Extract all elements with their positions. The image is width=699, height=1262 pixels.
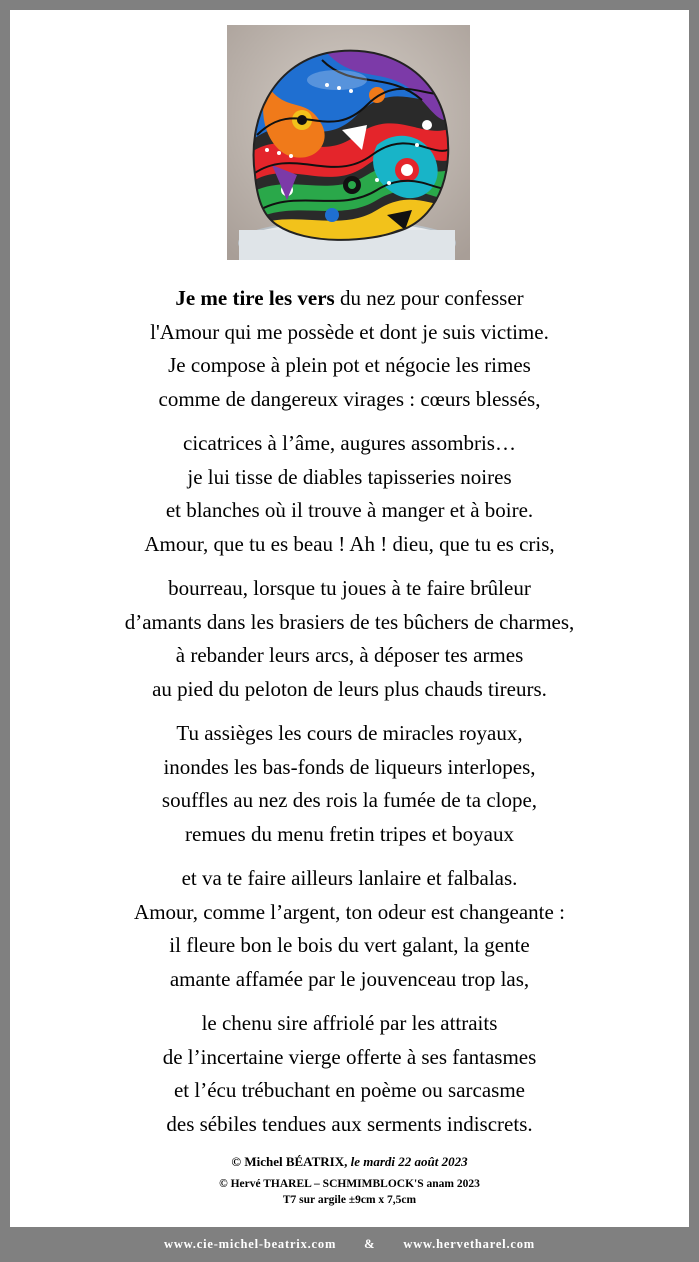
credits	[10, 1152, 689, 1208]
poem-line: souffles au nez des rois la fumée de ta clope,	[161, 788, 538, 812]
poem-line: Je compose à plein pot et négocie les rimes	[168, 353, 531, 377]
poem-date: le mardi 22 août 2023	[347, 1154, 468, 1169]
poem-line: des sébiles tendues aux serments indiscrets.	[166, 1111, 533, 1136]
author-website-link[interactable]: www.cie-michel-beatrix.com	[164, 1237, 337, 1251]
poem-line: il fleure bon le bois du vert galant, la gente	[169, 933, 530, 957]
painted-stone-artwork	[227, 25, 470, 260]
poem-line: amante affamée par le jouvenceau trop las,	[169, 966, 530, 991]
poem-line: d’amants dans les brasiers de tes bûchers de charmes,	[124, 609, 575, 634]
poem-line: l'Amour qui me possède et dont je suis victime.	[150, 319, 549, 344]
poem-line: bourreau, lorsque tu joues à te faire brûleur	[168, 576, 531, 600]
artist-credit: © Hervé THAREL – SCHMIMBLOCK'S anam 2023	[219, 1178, 480, 1190]
poem-line: cicatrices à l’âme, augures assombris…	[183, 431, 516, 455]
footer-links	[0, 1227, 699, 1262]
poem-line: le chenu sire affriolé par les attraits	[201, 1011, 498, 1035]
poem-line: Tu assièges les cours de miracles royaux,	[176, 721, 523, 745]
poem-line: je lui tisse de diables tapisseries noires	[187, 464, 512, 489]
poem-line: au pied du peloton de leurs plus chauds tireurs.	[152, 676, 547, 701]
artwork-dimensions: T7 sur argile ±9cm x 7,5cm	[282, 1194, 417, 1206]
poem-line	[10, 282, 689, 316]
stanza-3	[10, 572, 689, 706]
poem-line: et l’écu trébuchant en poème ou sarcasme	[173, 1078, 525, 1102]
poem-line: et blanches où il trouve à manger et à boire.	[165, 498, 534, 522]
poem-line: de l’incertaine vierge offerte à ses fantasmes	[162, 1044, 537, 1069]
poem-line: Amour, que tu es beau ! Ah ! dieu, que tu es cris,	[144, 531, 555, 556]
stanza-6	[10, 1007, 689, 1141]
stanza-5	[10, 862, 689, 996]
stanza-1	[10, 282, 689, 416]
stanza-2	[10, 427, 689, 561]
author-credit	[10, 1152, 689, 1172]
artist-website-link[interactable]: www.hervetharel.com	[403, 1237, 535, 1251]
poem-line: à rebander leurs arcs, à déposer tes armes	[175, 643, 524, 667]
poem-line: comme de dangereux virages : cœurs blessés,	[158, 386, 541, 411]
stanza-4	[10, 717, 689, 851]
author-name: © Michel BÉATRIX,	[231, 1154, 348, 1169]
poem-line: et va te faire ailleurs lanlaire et falbalas.	[181, 866, 518, 890]
poem-line: Amour, comme l’argent, ton odeur est changeante :	[134, 899, 565, 924]
footer-separator: &	[364, 1237, 376, 1251]
poem-text	[10, 282, 689, 1152]
poem-line: remues du menu fretin tripes et boyaux	[185, 821, 514, 846]
poem-line: inondes les bas-fonds de liqueurs interlopes,	[163, 754, 536, 779]
poem-line-rest: du nez pour confesser	[334, 286, 524, 310]
poem-title-lead: Je me tire les vers	[175, 286, 335, 310]
poem-card	[10, 10, 689, 1227]
